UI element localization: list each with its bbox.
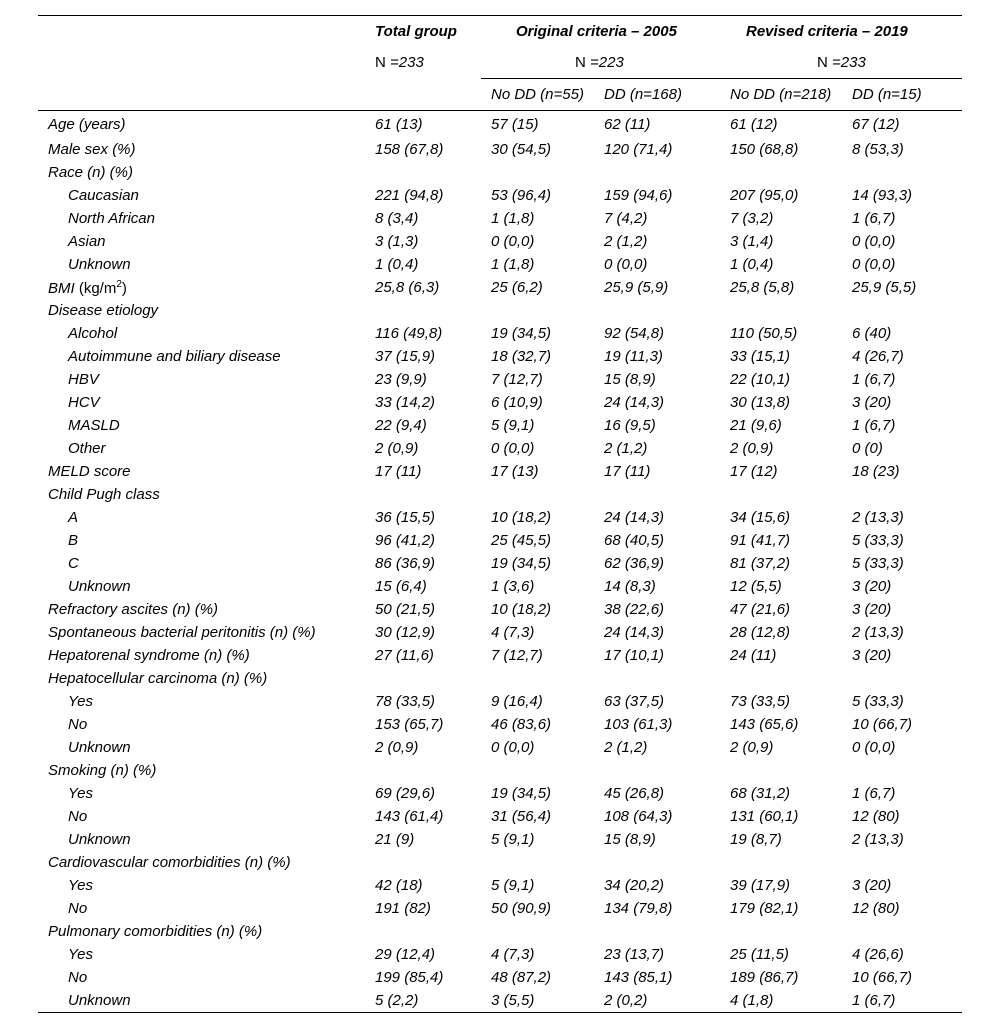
cell-revised-no-dd: 207 (95,0) [730,187,799,204]
row-label: Age (years) [48,116,126,133]
cell-total: 191 (82) [375,900,431,917]
table-row [38,621,962,644]
cell-original-no-dd: 5 (9,1) [491,877,535,894]
cell-revised-no-dd: 24 (11) [730,647,777,664]
cell-original-no-dd: 7 (12,7) [491,371,543,388]
cell-revised-no-dd: 150 (68,8) [730,141,799,158]
header-original-criteria: Original criteria – 2005 [516,23,677,40]
cell-revised-dd: 2 (13,3) [852,831,904,848]
cell-total [375,667,481,690]
cell-original-dd [604,299,720,322]
cell-original-no-dd: 10 (18,2) [491,509,552,526]
cell-revised-dd: 10 (66,7) [852,716,913,733]
row-label: Yes [68,693,94,710]
cell-revised-no-dd: 68 (31,2) [730,785,791,802]
row-label: Autoimmune and biliary disease [68,348,281,365]
cell-original-no-dd: 7 (12,7) [491,647,543,664]
row-label: Hepatocellular carcinoma (n) (%) [48,670,268,687]
header-revised-dd: DD (n=15) [852,86,922,103]
table-row [38,598,962,621]
row-label: No [68,969,88,986]
cell-original-no-dd [481,667,604,690]
cell-revised-no-dd [720,920,852,943]
cell-original-no-dd: 10 (18,2) [491,601,552,618]
header-revised-no-dd: No DD (n=218) [730,86,832,103]
table-row [38,552,962,575]
cell-revised-no-dd: 25,8 (5,8) [730,279,795,296]
cell-total [375,483,481,506]
cell-original-dd: 2 (0,2) [604,992,648,1009]
cell-original-no-dd [481,483,604,506]
row-label: Unknown [68,256,131,273]
cell-original-dd: 38 (22,6) [604,601,665,618]
cell-original-dd [604,920,720,943]
table-row [38,943,962,966]
cell-original-no-dd: 19 (34,5) [491,555,552,572]
cell-original-dd [604,667,720,690]
cell-total: 5 (2,2) [375,992,419,1009]
row-label: C [68,555,79,572]
cell-original-dd: 108 (64,3) [604,808,673,825]
header-total-n: N =233 [375,54,424,72]
cell-revised-no-dd: 17 (12) [730,463,778,480]
cell-original-no-dd: 48 (87,2) [491,969,552,986]
cell-revised-dd: 1 (6,7) [852,992,896,1009]
header-total-group: Total group [375,23,457,40]
header-revised-n: N =233 [817,54,866,71]
cell-revised-no-dd: 110 (50,5) [730,325,798,342]
table-row [38,111,962,138]
header-revised-criteria: Revised criteria – 2019 [746,23,908,40]
cell-total [375,161,481,184]
cell-revised-dd: 67 (12) [852,116,900,133]
cell-original-dd: 14 (8,3) [604,578,656,595]
cell-original-no-dd: 6 (10,9) [491,394,543,411]
header-original-dd: DD (n=168) [604,86,682,103]
cell-revised-dd: 1 (6,7) [852,210,896,227]
row-label: North African [68,210,155,227]
cell-original-dd: 24 (14,3) [604,509,665,526]
cell-original-dd: 0 (0,0) [604,256,648,273]
cell-original-dd: 62 (36,9) [604,555,665,572]
table-row [38,759,962,782]
cell-original-dd: 7 (4,2) [604,210,648,227]
cell-revised-dd: 3 (20) [852,601,892,618]
cell-original-no-dd: 25 (6,2) [491,279,543,296]
cell-total: 42 (18) [375,877,423,894]
row-label: MELD score [48,463,131,480]
bottom-rule [38,1013,962,1014]
row-label: Cardiovascular comorbidities (n) (%) [48,854,291,871]
cell-original-no-dd: 1 (1,8) [491,256,535,273]
cell-total: 143 (61,4) [375,808,444,825]
table-row [38,529,962,552]
cell-original-no-dd: 30 (54,5) [491,141,552,158]
cell-total: 86 (36,9) [375,555,436,572]
cell-total: 78 (33,5) [375,693,436,710]
header-original-n: N =223 [575,54,624,71]
cell-total: 22 (9,4) [375,417,427,434]
cell-revised-dd: 5 (33,3) [852,532,904,549]
table-row [38,483,962,506]
cell-original-no-dd: 50 (90,9) [491,900,552,917]
cell-revised-no-dd: 4 (1,8) [730,992,774,1009]
cell-original-dd: 120 (71,4) [604,141,673,158]
table-row [38,736,962,759]
cell-original-dd: 19 (11,3) [604,348,663,365]
cell-original-dd: 134 (79,8) [604,900,673,917]
cell-original-dd: 92 (54,8) [604,325,665,342]
cell-original-dd: 143 (85,1) [604,969,673,986]
row-label: Disease etiology [48,302,159,319]
cell-total: 25,8 (6,3) [375,279,440,296]
table-row [38,184,962,207]
row-label: BMI $(kg/m^2)$ [48,278,127,297]
row-label: Pulmonary comorbidities (n) (%) [48,923,263,940]
cell-revised-dd: 3 (20) [852,877,892,894]
cell-revised-dd: 0 (0,0) [852,233,896,250]
table-row [38,207,962,230]
cell-revised-dd: 3 (20) [852,647,892,664]
row-label: Asian [68,233,106,250]
cell-original-dd: 68 (40,5) [604,532,665,549]
cell-original-dd: 62 (11) [604,116,651,133]
cell-original-dd: 17 (11) [604,463,651,480]
baseline-characteristics-table [38,15,962,1013]
cell-total: 36 (15,5) [375,509,436,526]
table-row [38,322,962,345]
cell-total: 199 (85,4) [375,969,444,986]
row-label: HCV [68,394,100,411]
cell-revised-dd [852,759,962,782]
row-label: Yes [68,946,94,963]
cell-original-no-dd: 53 (96,4) [491,187,552,204]
row-label: Alcohol [68,325,118,342]
table-row [38,690,962,713]
cell-original-dd: 2 (1,2) [604,440,648,457]
row-label: Unknown [68,578,131,595]
table-row [38,368,962,391]
table-row [38,828,962,851]
row-label: Unknown [68,831,131,848]
cell-revised-no-dd: 179 (82,1) [730,900,799,917]
cell-revised-dd: 1 (6,7) [852,785,896,802]
cell-total: 8 (3,4) [375,210,419,227]
cell-original-dd: 25,9 (5,9) [604,279,669,296]
table-row [38,138,962,161]
header-original-no-dd: No DD (n=55) [491,86,584,103]
cell-revised-no-dd [720,161,852,184]
cell-total: 21 (9) [375,831,415,848]
cell-revised-no-dd: 34 (15,6) [730,509,791,526]
cell-revised-dd: 6 (40) [852,325,892,342]
row-label: HBV [68,371,99,388]
cell-original-no-dd: 4 (7,3) [491,624,535,641]
cell-revised-no-dd: 21 (9,6) [730,417,782,434]
cell-original-no-dd: 1 (1,8) [491,210,535,227]
cell-original-dd: 24 (14,3) [604,394,665,411]
cell-revised-dd: 3 (20) [852,394,892,411]
header-row-subgroups [38,79,962,111]
cell-total: 116 (49,8) [375,325,443,342]
cell-original-dd: 45 (26,8) [604,785,665,802]
cell-original-dd: 16 (9,5) [604,417,656,434]
table-row [38,575,962,598]
cell-revised-no-dd: 3 (1,4) [730,233,774,250]
cell-original-no-dd [481,920,604,943]
table-row [38,989,962,1013]
cell-original-no-dd: 5 (9,1) [491,417,535,434]
cell-revised-no-dd: 2 (0,9) [730,739,774,756]
cell-original-dd: 17 (10,1) [604,647,665,664]
row-label: No [68,808,88,825]
cell-original-no-dd: 18 (32,7) [491,348,552,365]
cell-total [375,851,481,874]
cell-revised-dd [852,851,962,874]
cell-original-no-dd: 57 (15) [491,116,539,133]
cell-total: 221 (94,8) [375,187,444,204]
cell-original-dd: 2 (1,2) [604,233,648,250]
cell-total: 3 (1,3) [375,233,419,250]
cell-revised-dd: 1 (6,7) [852,417,896,434]
cell-original-dd: 159 (94,6) [604,187,673,204]
cell-original-dd: 15 (8,9) [604,371,656,388]
cell-revised-dd: 18 (23) [852,463,900,480]
cell-total: 30 (12,9) [375,624,436,641]
cell-original-no-dd: 3 (5,5) [491,992,535,1009]
cell-original-no-dd [481,851,604,874]
cell-original-dd: 34 (20,2) [604,877,665,894]
cell-revised-no-dd: 30 (13,8) [730,394,791,411]
table-row [38,667,962,690]
cell-revised-no-dd: 28 (12,8) [730,624,791,641]
table-row [38,460,962,483]
cell-original-dd: 103 (61,3) [604,716,673,733]
cell-total: 61 (13) [375,116,423,133]
header-row-groups [38,16,962,47]
cell-revised-dd [852,667,962,690]
cell-original-no-dd [481,759,604,782]
row-label: Child Pugh class [48,486,160,503]
cell-revised-dd [852,161,962,184]
cell-revised-dd: 0 (0,0) [852,256,896,273]
cell-revised-dd: 10 (66,7) [852,969,913,986]
cell-revised-dd: 2 (13,3) [852,624,904,641]
table-row [38,345,962,368]
table-row [38,966,962,989]
table-row [38,713,962,736]
cell-revised-dd: 5 (33,3) [852,555,904,572]
cell-revised-no-dd [720,483,852,506]
cell-revised-no-dd: 19 (8,7) [730,831,782,848]
cell-original-no-dd [481,299,604,322]
row-label: Smoking (n) (%) [48,762,157,779]
cell-original-no-dd: 19 (34,5) [491,325,552,342]
cell-original-no-dd: 0 (0,0) [491,440,535,457]
table-row [38,805,962,828]
cell-revised-no-dd: 12 (5,5) [730,578,782,595]
cell-original-dd: 23 (13,7) [604,946,665,963]
cell-revised-no-dd: 189 (86,7) [730,969,799,986]
row-label: No [68,716,88,733]
table-row [38,874,962,897]
cell-revised-dd: 12 (80) [852,808,900,825]
row-label: Refractory ascites (n) (%) [48,601,219,618]
cell-original-dd: 24 (14,3) [604,624,665,641]
cell-revised-dd: 25,9 (5,5) [852,279,917,296]
row-label: Unknown [68,992,131,1009]
cell-revised-no-dd: 131 (60,1) [730,808,799,825]
row-label: Yes [68,877,94,894]
cell-revised-no-dd: 7 (3,2) [730,210,774,227]
cell-revised-no-dd [720,851,852,874]
cell-revised-dd: 0 (0) [852,440,883,457]
cell-revised-no-dd [720,299,852,322]
table-row [38,299,962,322]
cell-revised-dd: 5 (33,3) [852,693,904,710]
cell-total: 23 (9,9) [375,371,427,388]
header-row-n [38,47,962,79]
table-row [38,253,962,276]
cell-original-no-dd: 4 (7,3) [491,946,535,963]
cell-revised-no-dd [720,667,852,690]
row-label: Unknown [68,739,131,756]
cell-original-no-dd: 1 (3,6) [491,578,535,595]
cell-total: 17 (11) [375,463,422,480]
cell-original-dd: 63 (37,5) [604,693,665,710]
table-row [38,920,962,943]
cell-original-no-dd: 0 (0,0) [491,739,535,756]
row-label: MASLD [68,417,120,434]
row-label: Caucasian [68,187,139,204]
cell-revised-no-dd [720,759,852,782]
cell-revised-dd: 2 (13,3) [852,509,904,526]
cell-revised-dd: 4 (26,6) [852,946,904,963]
cell-revised-dd: 12 (80) [852,900,900,917]
cell-revised-dd [852,299,962,322]
cell-total: 153 (65,7) [375,716,444,733]
table-row [38,782,962,805]
cell-total: 29 (12,4) [375,946,436,963]
cell-original-no-dd: 31 (56,4) [491,808,552,825]
row-label: Male sex (%) [48,141,136,158]
cell-original-dd [604,161,720,184]
table-row [38,161,962,184]
table-row [38,851,962,874]
cell-revised-dd: 1 (6,7) [852,371,896,388]
cell-revised-dd: 0 (0,0) [852,739,896,756]
cell-revised-no-dd: 1 (0,4) [730,256,774,273]
cell-original-no-dd: 17 (13) [491,463,539,480]
cell-revised-no-dd: 91 (41,7) [730,532,791,549]
table-row [38,230,962,253]
cell-revised-no-dd: 33 (15,1) [730,348,791,365]
row-label: No [68,900,88,917]
cell-original-no-dd: 5 (9,1) [491,831,535,848]
cell-revised-dd [852,483,962,506]
row-label: Other [68,440,106,457]
cell-revised-no-dd: 73 (33,5) [730,693,791,710]
row-label: Hepatorenal syndrome (n) (%) [48,647,250,664]
row-label: Spontaneous bacterial peritonitis (n) (%) [48,624,316,641]
cell-total: 27 (11,6) [375,647,434,664]
cell-revised-dd: 4 (26,7) [852,348,904,365]
cell-revised-dd: 3 (20) [852,578,892,595]
cell-original-no-dd [481,161,604,184]
cell-original-no-dd: 9 (16,4) [491,693,543,710]
table-row [38,437,962,460]
cell-revised-no-dd: 143 (65,6) [730,716,799,733]
row-label: Race (n) (%) [48,164,134,181]
cell-original-dd: 2 (1,2) [604,739,648,756]
table-row [38,506,962,529]
cell-total: 37 (15,9) [375,348,436,365]
row-label: B [68,532,79,549]
cell-revised-dd [852,920,962,943]
cell-original-no-dd: 25 (45,5) [491,532,552,549]
cell-total: 50 (21,5) [375,601,436,618]
cell-revised-no-dd: 81 (37,2) [730,555,791,572]
cell-total: 96 (41,2) [375,532,436,549]
cell-original-no-dd: 46 (83,6) [491,716,552,733]
cell-total: 158 (67,8) [375,141,444,158]
cell-total: 1 (0,4) [375,256,419,273]
cell-total: 69 (29,6) [375,785,436,802]
cell-total: 33 (14,2) [375,394,436,411]
table-row [38,897,962,920]
cell-total: 15 (6,4) [375,578,427,595]
cell-revised-no-dd: 2 (0,9) [730,440,774,457]
cell-revised-no-dd: 25 (11,5) [730,946,789,963]
row-label: Yes [68,785,94,802]
cell-total: 2 (0,9) [375,739,419,756]
cell-original-dd [604,483,720,506]
cell-revised-no-dd: 22 (10,1) [730,371,791,388]
table-row [38,644,962,667]
table-body [38,111,962,1013]
table-row [38,276,962,299]
cell-revised-no-dd: 39 (17,9) [730,877,791,894]
cell-total: 2 (0,9) [375,440,419,457]
table-row [38,414,962,437]
cell-original-dd [604,759,720,782]
cell-total [375,299,481,322]
cell-revised-dd: 8 (53,3) [852,141,904,158]
cell-total [375,759,481,782]
cell-original-dd: 15 (8,9) [604,831,656,848]
row-label: A [68,509,79,526]
table-row [38,391,962,414]
cell-revised-dd: 14 (93,3) [852,187,913,204]
cell-revised-no-dd: 47 (21,6) [730,601,791,618]
cell-original-no-dd: 0 (0,0) [491,233,535,250]
cell-total [375,920,481,943]
cell-original-no-dd: 19 (34,5) [491,785,552,802]
cell-original-dd [604,851,720,874]
cell-revised-no-dd: 61 (12) [730,116,778,133]
